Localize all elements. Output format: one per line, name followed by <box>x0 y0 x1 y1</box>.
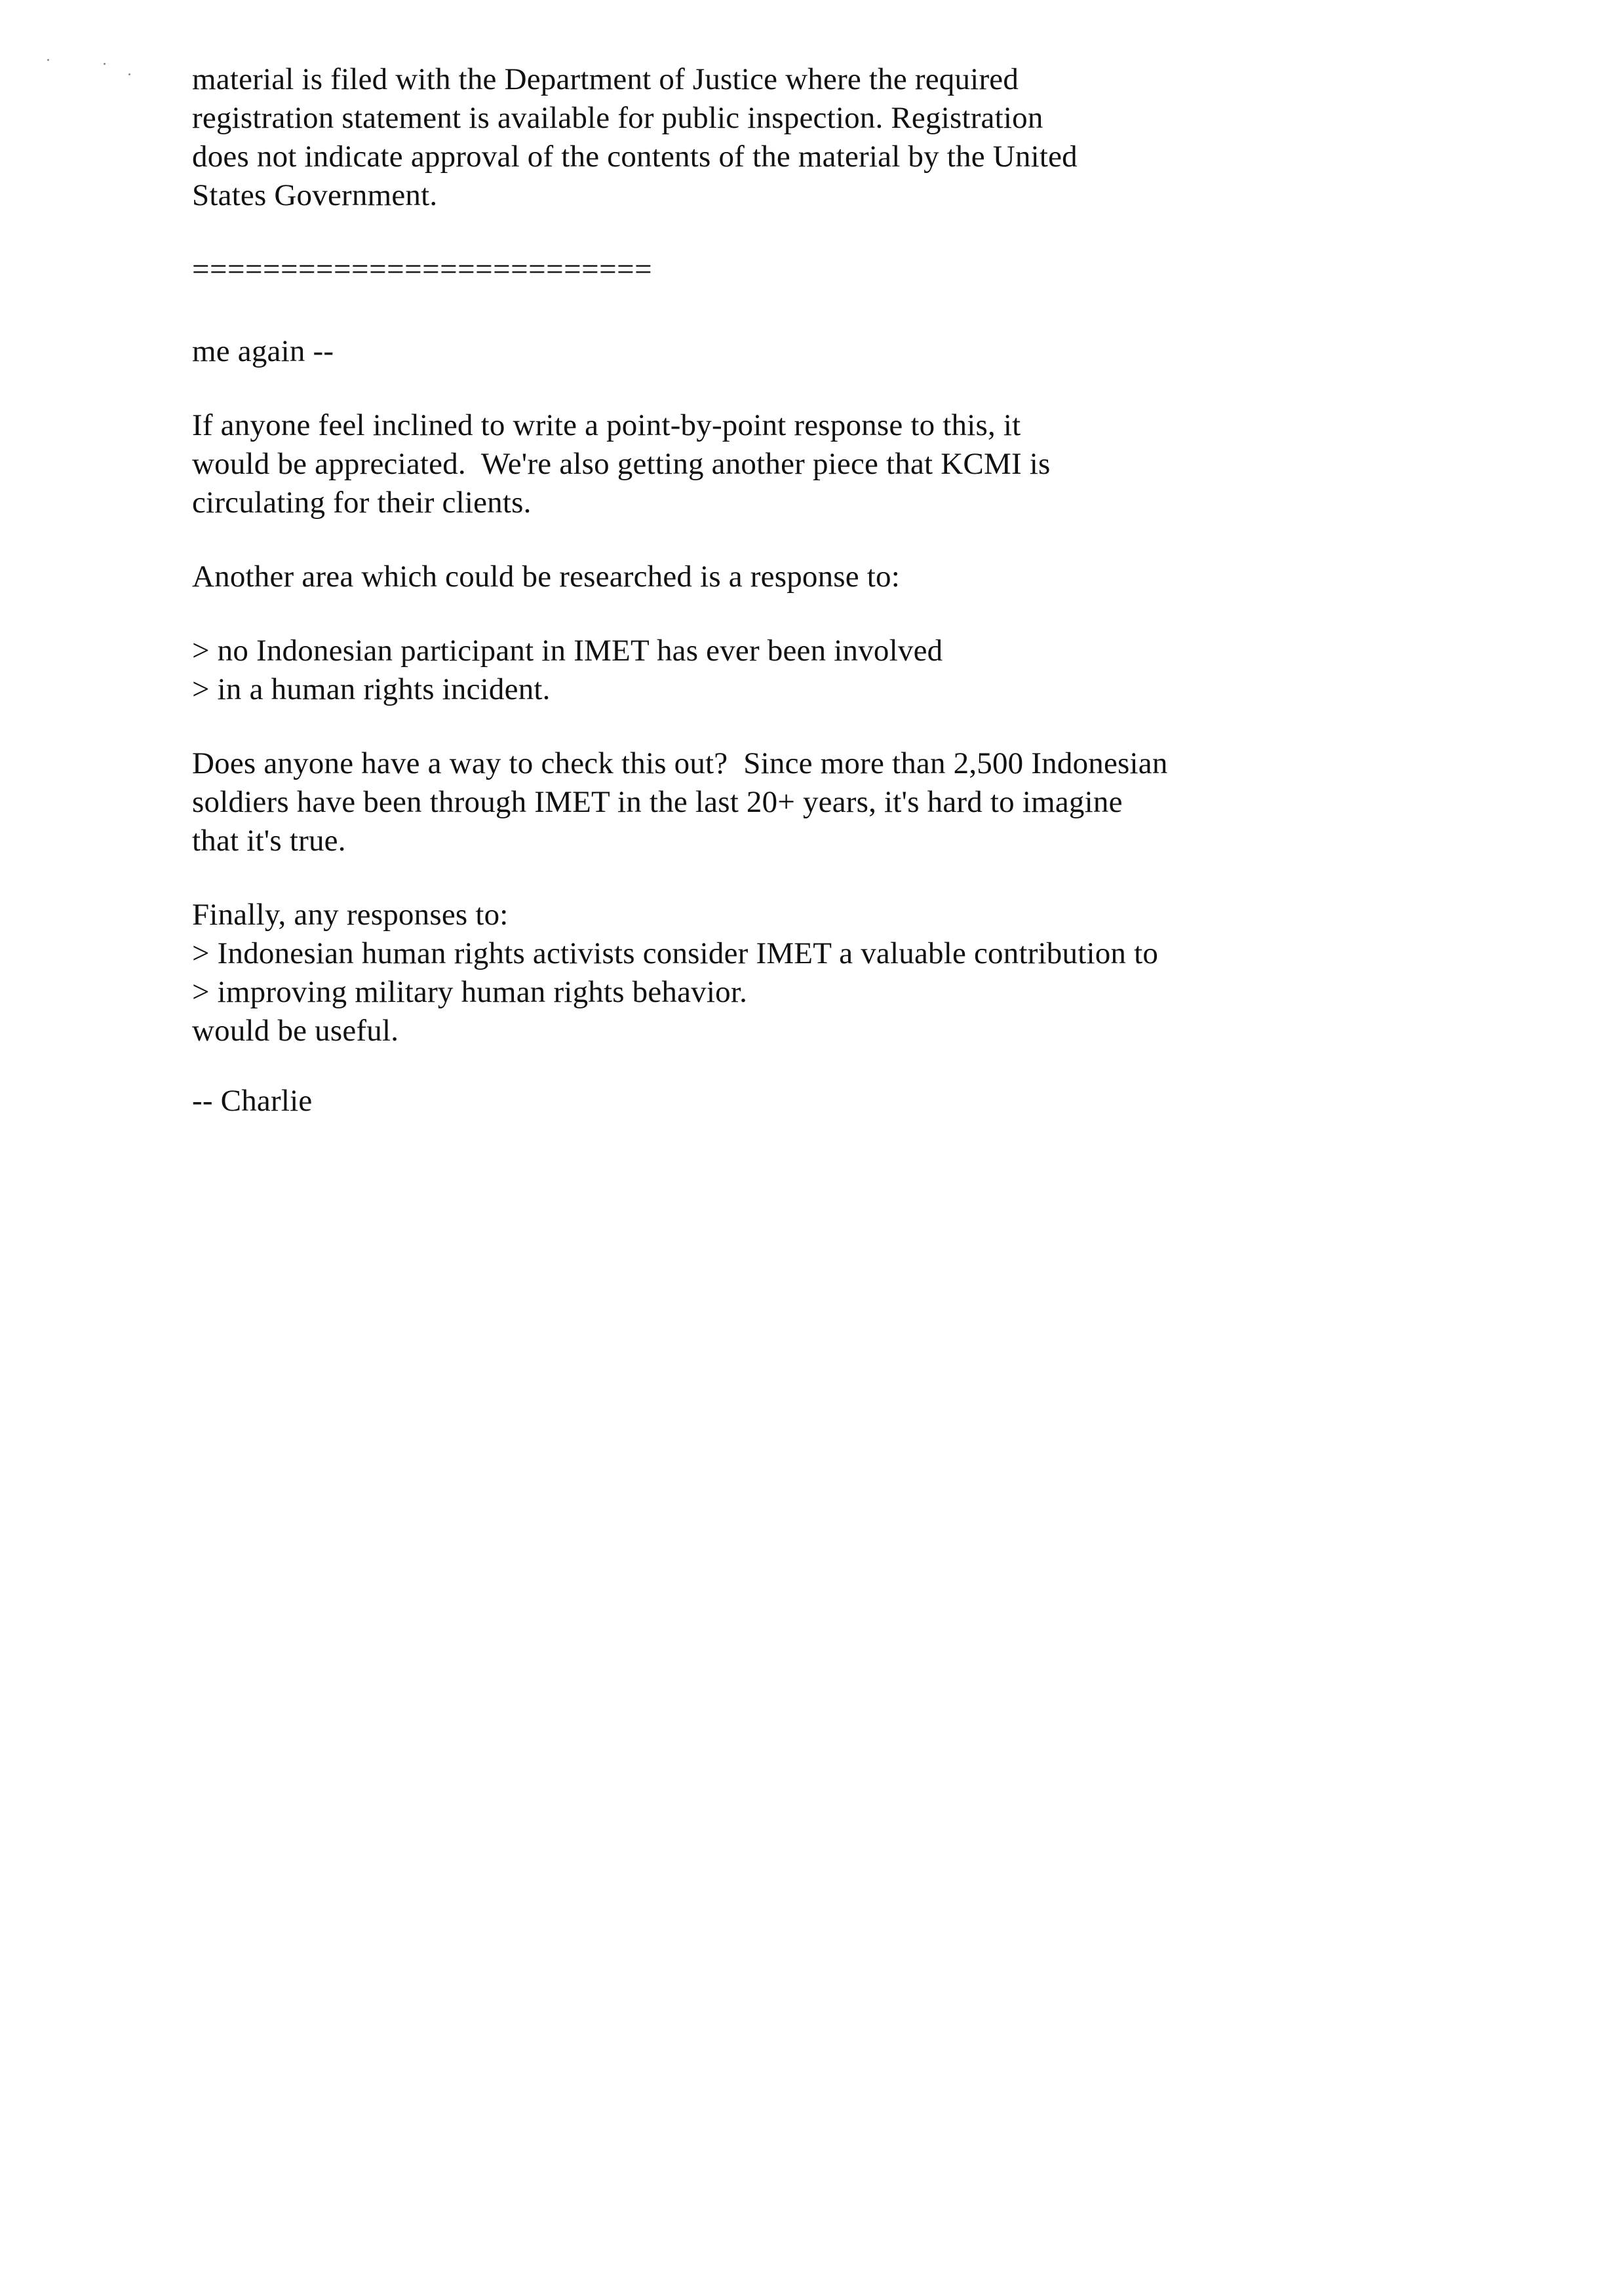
quote-line: > Indonesian human rights activists consider IMET a valuable contribution to <box>192 936 1159 970</box>
scan-speck <box>128 73 130 75</box>
text-line: me again -- <box>192 334 334 368</box>
text-line: would be appreciated. We're also getting another piece that KCMI is <box>192 447 1051 481</box>
request-paragraph <box>192 406 1346 522</box>
text-line: does not indicate approval of the contents of the material by the United <box>192 140 1078 174</box>
intro-paragraph <box>192 60 1346 215</box>
text-line: Finally, any responses to: <box>192 898 509 932</box>
text-line: circulating for their clients. <box>192 486 532 520</box>
final-request <box>192 896 1346 1050</box>
separator-line: ========================== <box>192 252 653 286</box>
text-line: material is filed with the Department of Justice where the required <box>192 62 1019 96</box>
scan-speck <box>47 59 49 61</box>
signoff <box>192 1082 1346 1120</box>
text-line: States Government. <box>192 178 438 212</box>
greeting <box>192 332 1346 371</box>
email-body <box>192 60 1346 1120</box>
signature-text: -- Charlie <box>192 1084 313 1118</box>
scan-speck <box>104 63 106 65</box>
text-line: that it's true. <box>192 824 346 858</box>
text-line: registration statement is available for public inspection. Registration <box>192 101 1043 135</box>
research-intro <box>192 558 1346 596</box>
check-paragraph <box>192 744 1346 860</box>
quoted-claim-1 <box>192 632 1346 709</box>
text-line: would be useful. <box>192 1014 399 1048</box>
text-line: Another area which could be researched is a response to: <box>192 560 901 594</box>
quote-line: > no Indonesian participant in IMET has ever been involved <box>192 634 943 668</box>
quote-line: > improving military human rights behavior. <box>192 975 748 1009</box>
quote-line: > in a human rights incident. <box>192 672 551 706</box>
text-line: If anyone feel inclined to write a point-by-point response to this, it <box>192 408 1021 442</box>
text-line: soldiers have been through IMET in the last 20+ years, it's hard to imagine <box>192 785 1123 819</box>
text-line: Does anyone have a way to check this out? Since more than 2,500 Indonesian <box>192 746 1168 780</box>
